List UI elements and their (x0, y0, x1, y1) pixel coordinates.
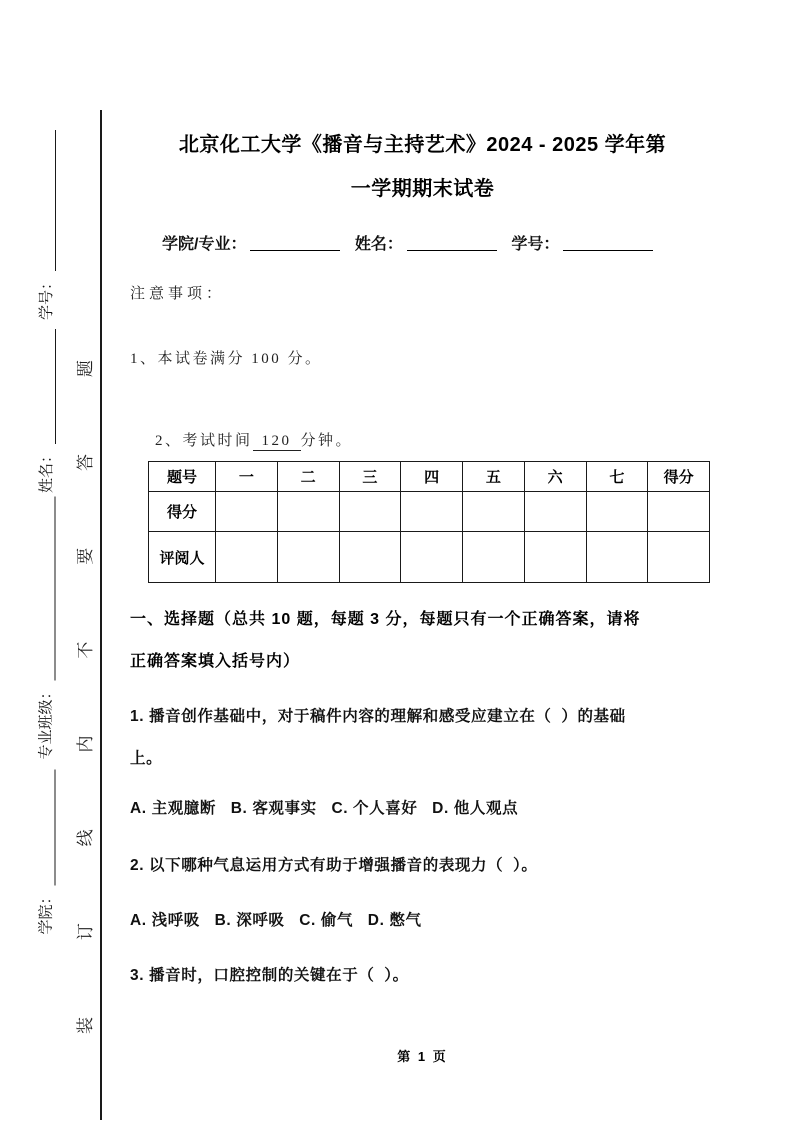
vertical-field-college (34, 770, 56, 935)
score-table-header-cell: 四 (401, 462, 463, 492)
score-cell-empty (216, 492, 278, 532)
score-table-score-row (149, 492, 710, 532)
score-table-header-cell: 七 (586, 462, 648, 492)
score-cell-empty (277, 492, 339, 532)
vertical-field-class-label: 专业班级： (38, 684, 55, 760)
question-1-line1: 1. 播音创作基础中，对于稿件内容的理解和感受应建立在（ ）的基础 (130, 708, 626, 725)
vertical-field-college-label: 学院： (38, 889, 55, 935)
grader-cell-empty (216, 532, 278, 583)
binding-char: 要 (76, 547, 95, 565)
vertical-field-name-label: 姓名： (39, 447, 55, 493)
score-table-grader-row (149, 532, 710, 583)
binding-char: 内 (76, 735, 95, 753)
section1-heading-line2: 正确答案填入括号内） (130, 653, 301, 670)
binding-char: 答 (76, 453, 95, 471)
grader-cell-empty (524, 532, 586, 583)
notice-item-1: 1、本试卷满分 100 分。 (130, 351, 323, 367)
grader-cell-empty (401, 532, 463, 583)
grader-cell-empty (339, 532, 401, 583)
college-major-blank (250, 236, 340, 251)
notice-item-2 (130, 412, 715, 468)
exam-title-line2: 一学期期末试卷 (350, 178, 495, 200)
score-table (148, 461, 710, 583)
score-cell-empty (463, 492, 525, 532)
question-2-line1: 2. 以下哪种气息运用方式有助于增强播音的表现力（ ）。 (130, 857, 538, 874)
score-table-header-cell: 六 (524, 462, 586, 492)
section1-heading-line1: 一、选择题（总共 10 题，每题 3 分，每题只有一个正确答案，请将 (130, 611, 641, 628)
notice-heading: 注意事项： (130, 286, 226, 302)
binding-char: 题 (76, 360, 95, 378)
grader-row-label: 评阅人 (149, 532, 216, 583)
score-table-header-cell: 题号 (149, 462, 216, 492)
vertical-field-student-id-blank (39, 130, 56, 271)
grader-cell-empty (648, 532, 710, 583)
vertical-field-student-id-label: 学号： (39, 274, 55, 320)
score-cell-empty (524, 492, 586, 532)
score-row-label: 得分 (149, 492, 216, 532)
exam-title-line1: 北京化工大学《播音与主持艺术》2024 - 2025 学年第 (178, 134, 667, 156)
exam-content (130, 0, 715, 1122)
score-cell-empty (648, 492, 710, 532)
vertical-field-student-id (34, 130, 56, 320)
college-major-label: 学院/专业： (162, 236, 247, 253)
binding-separator-line (100, 110, 102, 1120)
vertical-field-class-blank (39, 497, 56, 681)
exam-duration-value: 120 (253, 433, 301, 451)
vertical-field-name (34, 329, 56, 493)
grader-cell-empty (463, 532, 525, 583)
name-blank (407, 236, 497, 251)
question-3-line1: 3. 播音时，口腔控制的关键在于（ ）。 (130, 967, 409, 984)
binding-char: 订 (76, 923, 95, 941)
question-2-options: A. 浅呼吸 B. 深呼吸 C. 偷气 D. 憋气 (130, 912, 422, 929)
binding-char: 装 (76, 1017, 95, 1034)
page-number: 第 1 页 (397, 1049, 448, 1064)
vertical-field-college-blank (39, 770, 56, 886)
student-id-blank (563, 236, 653, 251)
name-label: 姓名： (354, 236, 403, 253)
grader-cell-empty (277, 532, 339, 583)
vertical-field-class (34, 497, 56, 760)
score-cell-empty (586, 492, 648, 532)
score-cell-empty (401, 492, 463, 532)
notice-item-2-suffix: 分钟。 (300, 433, 354, 449)
binding-text (71, 360, 93, 1034)
score-cell-empty (339, 492, 401, 532)
binding-char: 不 (76, 641, 95, 659)
question-1-line2: 上。 (130, 750, 163, 767)
score-table-header-row (149, 462, 710, 492)
binding-char: 线 (76, 829, 95, 847)
grader-cell-empty (586, 532, 648, 583)
question-1-options: A. 主观臆断 B. 客观事实 C. 个人喜好 D. 他人观点 (130, 800, 519, 817)
score-table-header-cell: 得分 (648, 462, 710, 492)
vertical-field-name-blank (39, 329, 56, 444)
score-table-header-cell: 五 (463, 462, 525, 492)
student-info-line (130, 231, 715, 254)
score-table-header-cell: 三 (339, 462, 401, 492)
score-table-header-cell: 二 (277, 462, 339, 492)
notice-item-2-prefix: 2、考试时间 (155, 433, 253, 449)
score-table-header-cell: 一 (216, 462, 278, 492)
student-id-label: 学号： (511, 236, 560, 253)
